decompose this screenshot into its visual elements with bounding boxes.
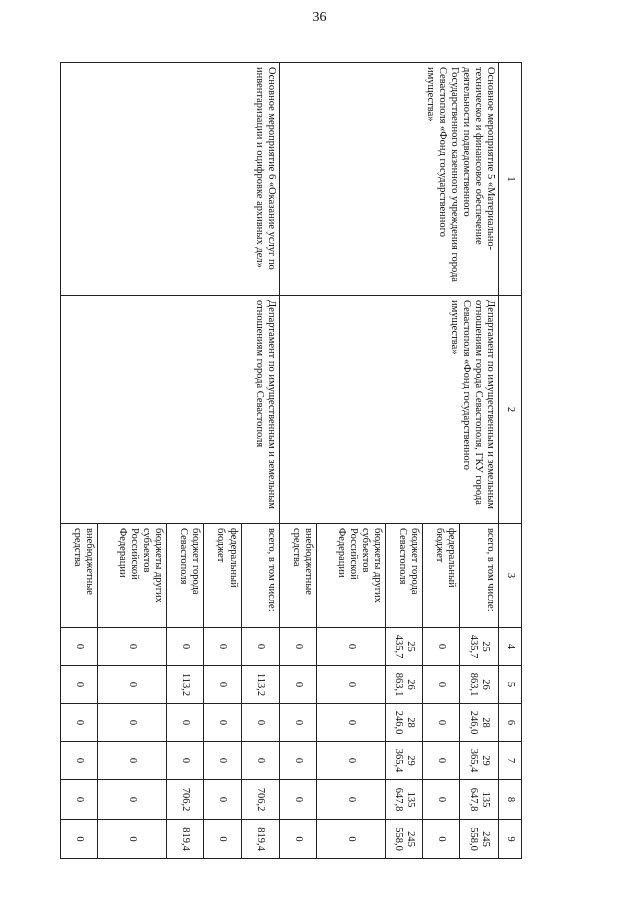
value-cell: 26 863,1 <box>385 666 422 704</box>
value-cell: 0 <box>204 742 241 780</box>
value-cell: 0 <box>423 742 460 780</box>
value-cell: 0 <box>166 742 203 780</box>
measure-name-cell: Основное мероприятие 6 «Оказание услуг по инвентаризации и оцифровке архивных дел» <box>61 63 280 296</box>
header-row <box>499 63 522 859</box>
value-cell: 706,2 <box>166 780 203 820</box>
table-row <box>241 63 280 859</box>
value-cell: 135 647,8 <box>460 780 499 820</box>
value-cell: 0 <box>423 666 460 704</box>
value-cell: 706,2 <box>241 780 280 820</box>
value-cell: 0 <box>317 742 385 780</box>
measure-name-cell: Основное мероприятие 5 «Материально-техническое и финансовое обеспечение деятельности подведомственного Государственного казенного учреждения города Севастополя «Фонд государственного имущества» <box>280 63 499 296</box>
value-cell: 26 863,1 <box>460 666 499 704</box>
table-body <box>61 63 499 859</box>
value-cell: 819,4 <box>166 820 203 859</box>
value-cell: 0 <box>204 704 241 742</box>
value-cell: 245 558,0 <box>385 820 422 859</box>
value-cell: 29 365,4 <box>385 742 422 780</box>
value-cell: 0 <box>241 704 280 742</box>
funding-table <box>60 62 522 859</box>
col-header-1: 1 <box>499 63 522 296</box>
value-cell: 135 647,8 <box>385 780 422 820</box>
value-cell: 25 435,7 <box>460 628 499 666</box>
executor-cell: Департамент по имущественным и земельным отношениям города Севастополя <box>61 296 280 524</box>
value-cell: 29 365,4 <box>460 742 499 780</box>
value-cell: 0 <box>204 820 241 859</box>
value-cell: 0 <box>280 742 317 780</box>
value-cell: 0 <box>98 742 166 780</box>
value-cell: 28 246,0 <box>385 704 422 742</box>
value-cell: 245 558,0 <box>460 820 499 859</box>
funding-source-cell: внебюджетные средства <box>61 524 98 628</box>
value-cell: 0 <box>204 628 241 666</box>
value-cell: 0 <box>204 780 241 820</box>
col-header-8: 8 <box>499 780 522 820</box>
value-cell: 0 <box>241 742 280 780</box>
funding-source-cell: федеральный бюджет <box>423 524 460 628</box>
funding-source-cell: всего, в том числе: <box>460 524 499 628</box>
funding-source-cell: бюджеты других субъектов Российской Федерации <box>317 524 385 628</box>
value-cell: 0 <box>280 666 317 704</box>
value-cell: 0 <box>61 628 98 666</box>
rotated-table-wrapper <box>60 62 522 858</box>
value-cell: 113,2 <box>166 666 203 704</box>
executor-cell: Департамент по имущественным и земельным отношениям города Севастополя, ГКУ города Севастополя «Фонд государственного имущества» <box>280 296 499 524</box>
value-cell: 0 <box>423 628 460 666</box>
value-cell: 0 <box>317 820 385 859</box>
value-cell: 0 <box>280 780 317 820</box>
funding-source-cell: бюджет города Севастополя <box>166 524 203 628</box>
value-cell: 0 <box>166 628 203 666</box>
value-cell: 0 <box>423 704 460 742</box>
col-header-3: 3 <box>499 524 522 628</box>
value-cell: 0 <box>317 628 385 666</box>
value-cell: 0 <box>204 666 241 704</box>
value-cell: 0 <box>61 666 98 704</box>
funding-source-cell: бюджеты других субъектов Российской Федерации <box>98 524 166 628</box>
value-cell: 0 <box>98 780 166 820</box>
col-header-2: 2 <box>499 296 522 524</box>
value-cell: 0 <box>61 704 98 742</box>
value-cell: 0 <box>423 820 460 859</box>
value-cell: 0 <box>241 628 280 666</box>
col-header-9: 9 <box>499 820 522 859</box>
value-cell: 0 <box>280 704 317 742</box>
value-cell: 0 <box>61 820 98 859</box>
value-cell: 0 <box>61 742 98 780</box>
funding-source-cell: внебюджетные средства <box>280 524 317 628</box>
value-cell: 25 435,7 <box>385 628 422 666</box>
value-cell: 0 <box>98 666 166 704</box>
value-cell: 0 <box>423 780 460 820</box>
value-cell: 0 <box>98 820 166 859</box>
value-cell: 0 <box>98 704 166 742</box>
value-cell: 0 <box>166 704 203 742</box>
col-header-5: 5 <box>499 666 522 704</box>
value-cell: 0 <box>98 628 166 666</box>
value-cell: 819,4 <box>241 820 280 859</box>
value-cell: 0 <box>317 780 385 820</box>
value-cell: 0 <box>317 666 385 704</box>
value-cell: 0 <box>61 780 98 820</box>
value-cell: 113,2 <box>241 666 280 704</box>
value-cell: 0 <box>280 628 317 666</box>
col-header-7: 7 <box>499 742 522 780</box>
value-cell: 0 <box>317 704 385 742</box>
col-header-4: 4 <box>499 628 522 666</box>
value-cell: 28 246,0 <box>460 704 499 742</box>
page-number: 36 <box>312 10 327 25</box>
value-cell: 0 <box>280 820 317 859</box>
funding-source-cell: всего, в том числе: <box>241 524 280 628</box>
table-row <box>460 63 499 859</box>
funding-source-cell: бюджет города Севастополя <box>385 524 422 628</box>
funding-source-cell: федеральный бюджет <box>204 524 241 628</box>
col-header-6: 6 <box>499 704 522 742</box>
